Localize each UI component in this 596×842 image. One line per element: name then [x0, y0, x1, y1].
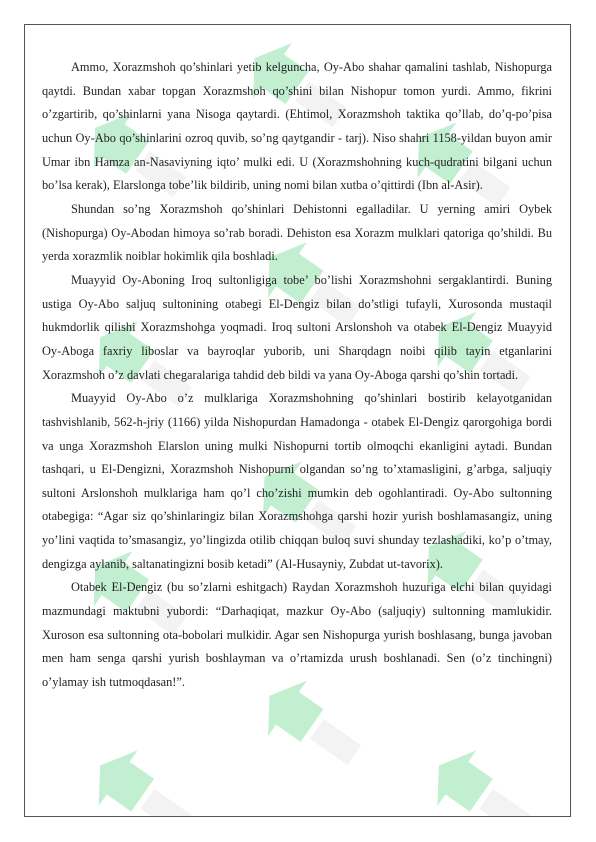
- document-body: [42, 56, 552, 695]
- watermark-mark: [419, 738, 543, 816]
- watermark-mark: [81, 738, 205, 816]
- paragraph-5: Otabek El-Dengiz (bu so’zlarni eshitgach) Raydan Xorazmshoh huzuriga elchi bilan quyidagi mazmundagi maktubni yubordi: “Darhaqiqat, mazkur Oy-Abo (saljuqiy) sultonning mamlukidir. Xuroson esa sultonning ota-bobolari mulkidir. Agar sen Nishopurga yurish boshlasang, bunga javoban men ham senga qarshi yurish boshlayman va o’rtamizda urush boshlanadi. Sen (o’z tinchingni) o’ylamay ish tutmoqdasan!”.: [42, 580, 552, 690]
- paragraph-1: Ammo, Xorazmshoh qo’shinlari yetib kelguncha, Oy-Abo shahar qamalini tashlab, Nishopurga qaytdi. Bundan xabar topgan Xorazmshoh qo’shini bilan Nishopur tomon yurdi. Ammo, fikrini o’zgartirib, qo’shinlarni yana Nisoga qaytardi. (Ehtimol, Xorazmshoh taktika qo’llab, do’q-po’pisa uchun Oy-Abo qo’shinlarini ozroq quvib, so’ng qaytgandir - tarj). Niso shahri 1158-yildan buyon amir Umar ibn Hamza an-Nasaviyning iqto’ mulki edi. U (Xorazmshohning kuch-qudratini bilgani uchun bo’lsa kerak), Elarslonga tobe’lik bildirib, uning nomi bilan xutba o’qittirdi (Ibn al-Asir).: [42, 60, 552, 193]
- paragraph-2: Shundan so’ng Xorazmshoh qo’shinlari Dehistonni egalladilar. U yerning amiri Oybek (Nishopurga) Oy-Abodan himoya so’rab boradi. Dehiston esa Xorazm mulklari qatoriga qo’shildi. Bu yerda xorazmlik noiblar hokimlik qila boshladi.: [42, 201, 552, 264]
- paragraph-4: Muayyid Oy-Abo o’z mulklariga Xorazmshohning qo’shinlari bostirib kelayotganidan tashvishlanib, 562-h-jriy (1166) yilda Nishopurdan Hamadonga - otabek El-Dengiz qarorgohiga bordi va unga Xorazmshoh Elarslon uning mulki Nishopurni tortib olmoqchi ekanligini aytadi. Bundan tashqari, u El-Dengizni, Xorazmshoh Nishopurni olgandan so’ng to’xtamasligini, g’arbga, saljuqiy sultoni Arslonshoh mulklariga ham qo’l cho’zishi mumkin deb ogohlantiradi. Oy-Abo sultonning otabegiga: “Agar siz qo’shinlaringiz bilan Xorazmshohga qarshi hozir yurish boshlamasangiz, uning yo’lini vaqtida to’smasangiz, yo’lingizda otilib chiqqan buloq suvi shunday tezlashadiki, ko’p o’tmay, dengizga aylanib, saltanatingizni bosib ketadi” (Al-Husayniy, Zubdat ut-tavorix).: [42, 391, 552, 571]
- paragraph-3: Muayyid Oy-Aboning Iroq sultonligiga tobe’ bo’lishi Xorazmshohni sergaklantirdi. Buning ustiga Oy-Abo saljuq sultonining otabegi El-Dengiz bilan do’stligi tufayli, Xurosonda mustaqil hukmdorlik qilishi Xorazmshohga yoqmadi. Iroq sultoni Arslonshoh va otabek El-Dengiz Muayyid Oy-Aboga faxriy liboslar va bayroqlar yuborib, uni Sharqdagn noibi qilib tayin etganlarini Xorazmshoh o’z davlati chegaralariga tahdid deb bildi va yana Oy-Aboga qarshi qo’shin tortadi.: [42, 272, 552, 382]
- page-frame: [24, 24, 571, 817]
